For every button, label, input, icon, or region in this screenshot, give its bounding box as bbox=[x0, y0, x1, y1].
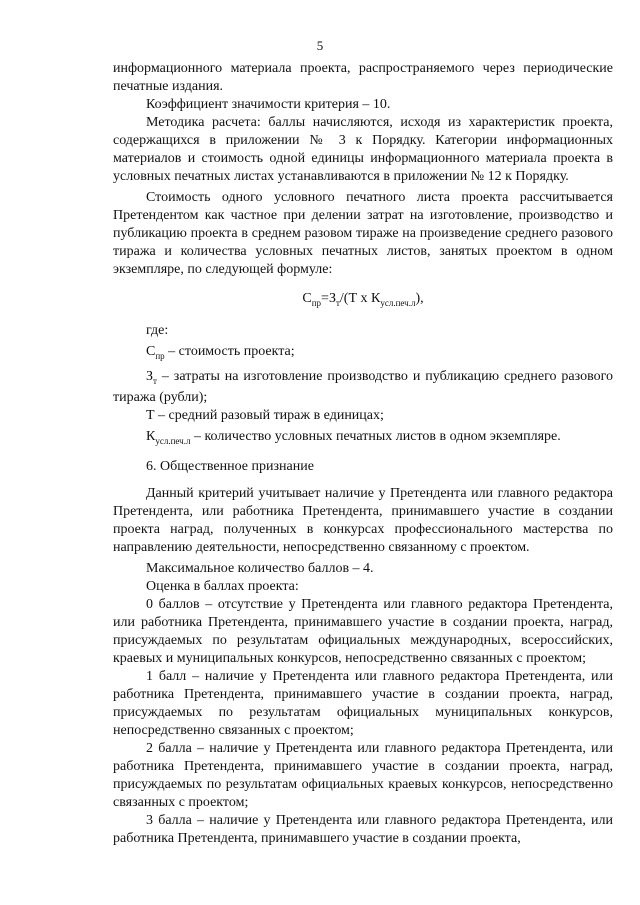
paragraph: Оценка в баллах проекта: bbox=[146, 579, 299, 595]
legend-k-symbol: К bbox=[146, 429, 156, 445]
legend-z bbox=[113, 368, 613, 408]
formula-end: ), bbox=[415, 291, 424, 306]
legend-where: где: bbox=[146, 322, 169, 338]
paragraph: Стоимость одного условного печатного листа проекта рассчитывается Претендентом как частное при делении затрат на изготовление, производство и публикацию проекта в среднем разовом тираже на произведение среднего разового тиража и количества условных печатных листов, занятых проектом в одном экземпляре, по следующей формуле: bbox=[113, 190, 613, 277]
legend-c-text: – стоимость проекта; bbox=[164, 343, 295, 359]
page-number: 5 bbox=[316, 38, 324, 53]
formula-mid2: /(Т х К bbox=[339, 291, 381, 306]
formula-c: С bbox=[302, 291, 312, 306]
formula bbox=[113, 290, 613, 312]
paragraph: 1 балл – наличие у Претендента или главного редактора Претендента, или работника Претендента, принимавшего участие в создании проекта, наград, присуждаемых по результатам официальных муниципальных конкурсов, непосредственно связанных с проектом; bbox=[113, 669, 613, 739]
formula-z-sub: т bbox=[335, 297, 340, 308]
paragraph: 0 баллов – отсутствие у Претендента или главного редактора Претендента, или работника Претендента, принимавшего участие в создании проекта, наград, присуждаемых по результатам официальных международных, всероссийских, краевых и муниципальных конкурсов, непосредственно связанных с проектом; bbox=[113, 597, 613, 667]
legend-k-text: – количество условных печатных листов в одном экземпляре. bbox=[190, 429, 561, 445]
legend-c bbox=[113, 343, 613, 365]
paragraph: Данный критерий учитывает наличие у Претендента или главного редактора Претендента, или работника Претендента, принимавшего участие в создании проекта наград, полученных в конкурсах профессионального мастерства по направлению деятельности, непосредственно связанному с проектом. bbox=[113, 486, 613, 556]
section-heading: 6. Общественное признание bbox=[146, 459, 314, 475]
formula-c-sub: пр bbox=[311, 297, 322, 308]
paragraph: Методика расчета: баллы начисляются, исходя из характеристик проекта, содержащихся в приложении № 3 к Порядку. Категории информационных материалов и стоимость одной единицы информационного материала проекта в условных печатных листах устанавливаются в приложении № 12 к Порядку. bbox=[113, 115, 613, 184]
legend-c-sub: пр bbox=[155, 350, 165, 361]
legend-z-symbol: З bbox=[146, 368, 154, 384]
legend-c-symbol: С bbox=[146, 343, 156, 359]
document-body bbox=[113, 60, 613, 848]
legend-z-sub: т bbox=[153, 375, 157, 386]
paragraph: 3 балла – наличие у Претендента или главного редактора Претендента, или работника Претендента, принимавшего участие в создании проекта, bbox=[113, 813, 613, 847]
paragraph: информационного материала проекта, распространяемого через периодические печатные издания. bbox=[113, 61, 613, 94]
paragraph: 2 балла – наличие у Претендента или главного редактора Претендента, или работника Претендента, принимавшего участие в создании проекта, наград, присуждаемых по результатам официальных краевых конкурсов, непосредственно связанных с проектом; bbox=[113, 741, 613, 811]
legend-t: Т – средний разовый тираж в единицах; bbox=[146, 408, 384, 424]
paragraph: Максимальное количество баллов – 4. bbox=[146, 561, 374, 577]
paragraph: Коэффициент значимости критерия – 10. bbox=[146, 97, 391, 112]
formula-k-sub: усл.печ.л bbox=[380, 297, 416, 308]
legend-k bbox=[113, 428, 613, 450]
legend-k-sub: усл.печ.л bbox=[155, 436, 191, 447]
formula-mid1: =З bbox=[321, 291, 336, 306]
legend-z-text: – затраты на изготовление производство и публикацию среднего разового тиража (рубли); bbox=[113, 368, 613, 406]
